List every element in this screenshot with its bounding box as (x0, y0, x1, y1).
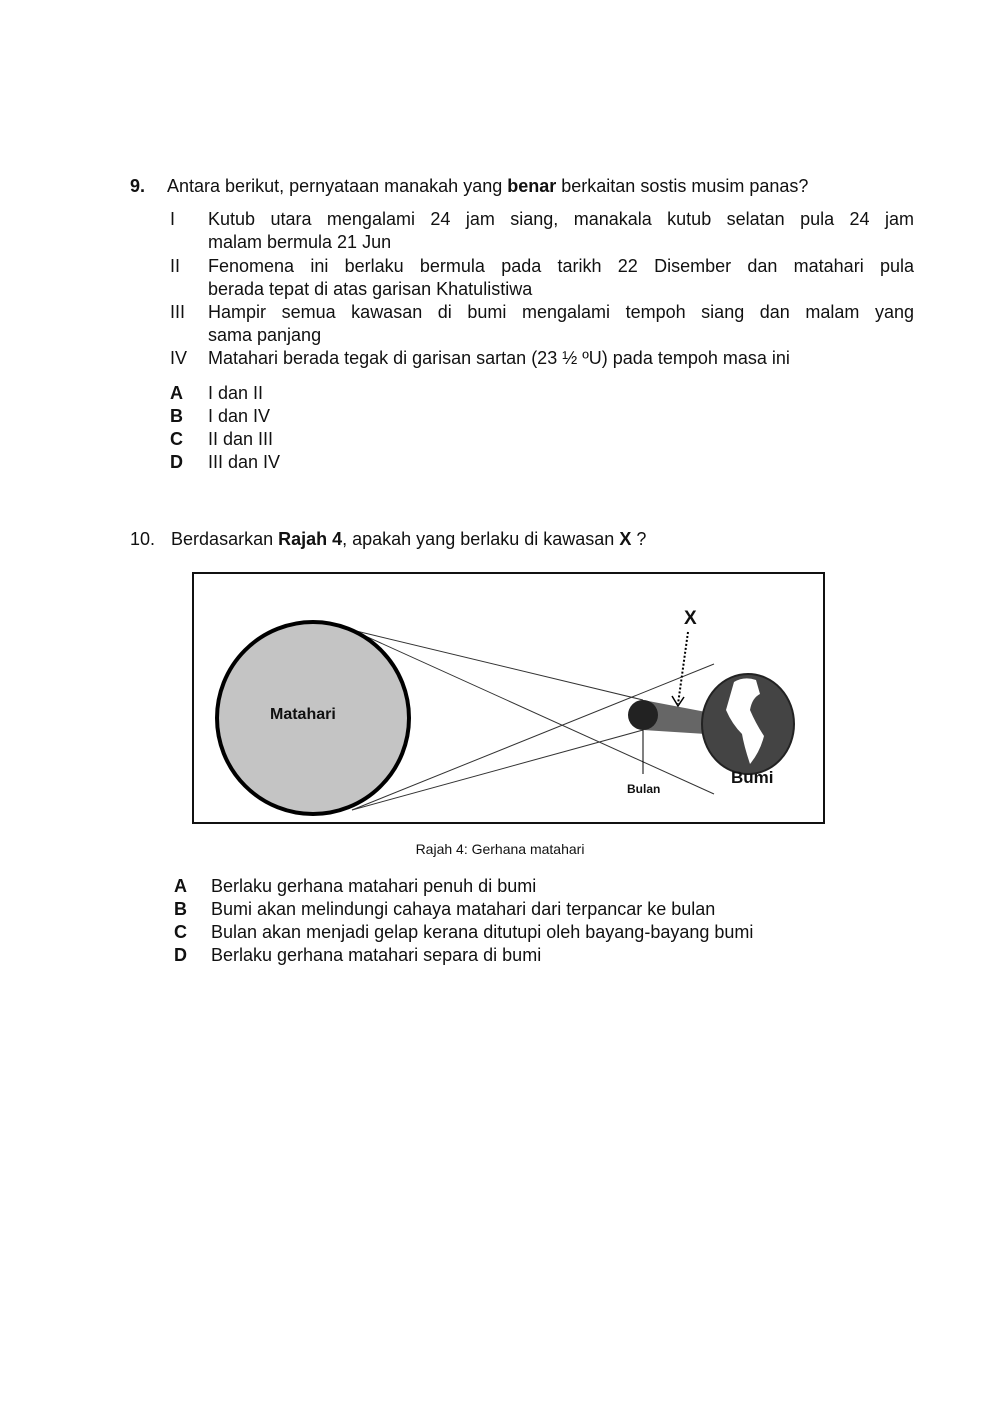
option-c[interactable]: C (174, 922, 187, 942)
question-9-stem: 9. Antara berikut, pernyataan manakah yang benar berkaitan sostis musim panas? (130, 176, 809, 196)
option-c[interactable]: C (170, 429, 183, 449)
option-text[interactable]: Berlaku gerhana matahari separa di bumi (211, 945, 542, 965)
statement-number: I (170, 209, 176, 229)
option-d[interactable]: D (174, 945, 187, 965)
statement-text: Hampir semua kawasan di bumi mengalami tempoh siang dan malam yang (208, 302, 914, 322)
statement-number: III (170, 302, 186, 322)
statement-text: Fenomena ini berlaku bermula pada tarikh 22 Disember dan matahari pula (208, 256, 914, 276)
option-text[interactable]: I dan IV (208, 406, 271, 426)
sun-label: Matahari (270, 706, 336, 723)
statement-text: Kutub utara mengalami 24 jam siang, manakala kutub selatan pula 24 jam (208, 209, 914, 229)
option-text[interactable]: Berlaku gerhana matahari penuh di bumi (211, 876, 537, 896)
option-text[interactable]: III dan IV (208, 452, 281, 472)
option-b[interactable]: B (174, 899, 187, 919)
option-text[interactable]: I dan II (208, 383, 264, 403)
x-arrow (678, 632, 688, 704)
statement-text: berada tepat di atas garisan Khatulistiwa (208, 279, 533, 299)
option-b[interactable]: B (170, 406, 183, 426)
x-label: X (684, 608, 697, 629)
option-a[interactable]: A (174, 876, 187, 896)
statement-number: II (170, 256, 181, 276)
statement-number: IV (170, 348, 188, 368)
option-text[interactable]: II dan III (208, 429, 274, 449)
statement-text: Matahari berada tegak di garisan sartan (23 ½ ºU) pada tempoh masa ini (208, 348, 790, 368)
option-d[interactable]: D (170, 452, 183, 472)
option-text[interactable]: Bumi akan melindungi cahaya matahari dari terpancar ke bulan (211, 899, 716, 919)
statement-text: sama panjang (208, 325, 322, 345)
option-a[interactable]: A (170, 383, 183, 403)
option-text[interactable]: Bulan akan menjadi gelap kerana ditutupi oleh bayang-bayang bumi (211, 922, 754, 942)
statement-text: malam bermula 21 Jun (208, 232, 392, 252)
question-10-stem: 10. Berdasarkan Rajah 4, apakah yang berlaku di kawasan X ? (130, 529, 647, 549)
moon-label: Bulan (627, 782, 661, 796)
figure-caption: Rajah 4: Gerhana matahari (415, 841, 585, 857)
moon-circle (628, 700, 658, 730)
eclipse-diagram (192, 572, 825, 824)
earth-label: Bumi (731, 768, 774, 787)
